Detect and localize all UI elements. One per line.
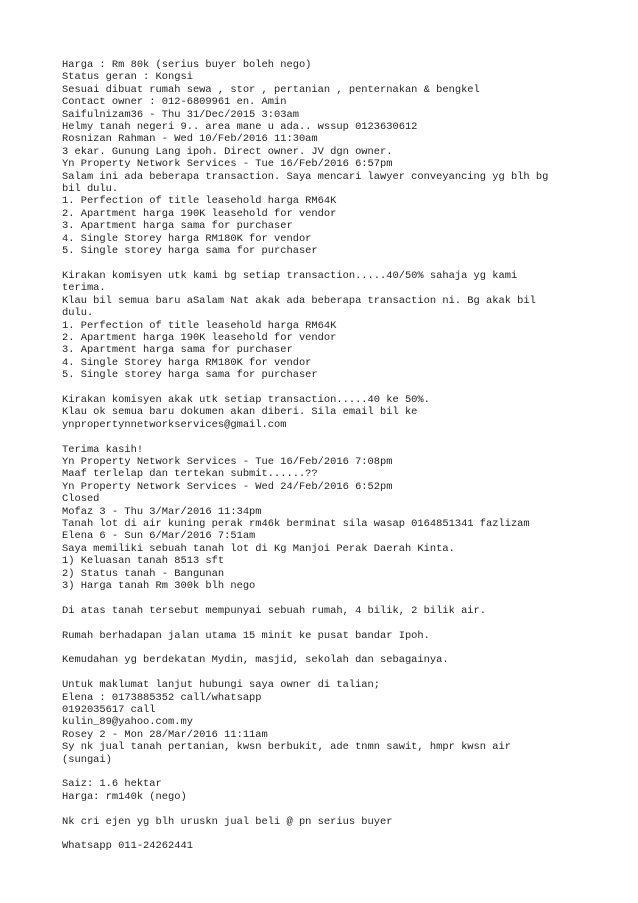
text-line: Di atas tanah tersebut mempunyai sebuah rumah, 4 bilik, 2 bilik air. (62, 604, 487, 617)
text-line: Yn Property Network Services - Tue 16/Feb/2016 6:57pm (62, 158, 393, 171)
text-line: ynpropertynnetworkservices@gmail.com (62, 418, 287, 431)
text-line: Saya memiliki sebuah tanah lot di Kg Manjoi Perak Daerah Kinta. (62, 542, 455, 555)
blank-line (62, 258, 582, 270)
text-line: Closed (62, 493, 100, 506)
text-line: Nk cri ejen yg blh uruskn jual beli @ pn serius buyer (62, 815, 393, 828)
text-line: Tanah lot di air kuning perak rm46k berminat sila wasap 0164851341 fazlizam (62, 517, 530, 530)
blank-line (62, 431, 582, 443)
text-line: Kirakan komisyen utk kami bg setiap transaction.....40/50% sahaja yg kami (62, 269, 518, 282)
text-line: Mofaz 3 - Thu 3/Mar/2016 11:34pm (62, 505, 262, 518)
text-line: 3 ekar. Gunung Lang ipoh. Direct owner. JV dgn owner. (62, 145, 393, 158)
text-line: 4. Single Storey harga RM180K for vendor (62, 356, 312, 369)
text-line: Yn Property Network Services - Wed 24/Feb/2016 6:52pm (62, 480, 393, 493)
text-line: Terima kasih! (62, 443, 144, 456)
text-line: kulin_89@yahoo.com.my (62, 716, 193, 729)
text-line: Klau ok semua baru dokumen akan diberi. Sila email bil ke (62, 406, 418, 419)
text-line: 3. Apartment harga sama for purchaser (62, 220, 293, 233)
blank-line (62, 667, 582, 679)
text-line: Helmy tanah negeri 9.. area mane u ada.. wssup 0123630612 (62, 121, 418, 134)
text-line: Status geran : Kongsi (62, 71, 193, 84)
blank-line (62, 592, 582, 604)
text-line: Harga : Rm 80k (serius buyer boleh nego) (62, 59, 312, 71)
text-line: Yn Property Network Services - Tue 16/Feb/2016 7:08pm (62, 455, 393, 468)
text-line: dulu. (62, 307, 94, 320)
text-line: Rumah berhadapan jalan utama 15 minit ke pusat bandar Ipoh. (62, 629, 430, 642)
text-line: 1. Perfection of title leasehold harga RM64K (62, 319, 337, 332)
text-line: Elena : 0173885352 call/whatsapp (62, 691, 262, 704)
text-line: 1) Keluasan tanah 8513 sft (62, 555, 225, 568)
text-line: Kemudahan yg berdekatan Mydin, masjid, sekolah dan sebagainya. (62, 654, 449, 667)
text-line: Harga: rm140k (nego) (62, 790, 187, 803)
text-line: (sungai) (62, 753, 112, 766)
text-line: 4. Single Storey harga RM180K for vendor (62, 232, 312, 245)
blank-line (62, 828, 582, 840)
text-line: terima. (62, 282, 106, 295)
text-line: Maaf terlelap dan tertekan submit......?? (62, 468, 318, 481)
text-line: Whatsapp 011-24262441 (62, 840, 193, 853)
text-line: Klau bil semua baru aSalam Nat akak ada beberapa transaction ni. Bg akak bil (62, 294, 536, 307)
text-line: Saiz: 1.6 hektar (62, 778, 162, 791)
text-line: Elena 6 - Sun 6/Mar/2016 7:51am (62, 530, 256, 543)
text-line: 2) Status tanah - Bangunan (62, 567, 225, 580)
blank-line (62, 642, 582, 654)
text-line: 3) Harga tanah Rm 300k blh nego (62, 580, 256, 593)
text-line: Rosey 2 - Mon 28/Mar/2016 11:11am (62, 728, 268, 741)
text-line: bil dulu. (62, 183, 119, 196)
text-line: 0192035617 call (62, 704, 156, 717)
text-line: 2. Apartment harga 190K leasehold for vendor (62, 331, 337, 344)
text-line: Salam ini ada beberapa transaction. Saya mencari lawyer conveyancing yg blh bg (62, 170, 549, 183)
text-line: 2. Apartment harga 190K leasehold for vendor (62, 207, 337, 220)
blank-line (62, 617, 582, 629)
text-line: 3. Apartment harga sama for purchaser (62, 344, 293, 357)
text-line: 5. Single storey harga sama for purchaser (62, 369, 318, 382)
text-line: Contact owner : 012-6809961 en. Amin (62, 96, 287, 109)
blank-line (62, 803, 582, 815)
text-line: Sesuai dibuat rumah sewa , stor , pertanian , penternakan & bengkel (62, 83, 480, 96)
blank-line (62, 766, 582, 778)
blank-line (62, 382, 582, 394)
text-line: Rosnizan Rahman - Wed 10/Feb/2016 11:30am (62, 133, 318, 146)
text-line: Sy nk jual tanah pertanian, kwsn berbukit, ade tnmn sawit, hmpr kwsn air (62, 741, 511, 754)
text-line: Untuk maklumat lanjut hubungi saya owner di talian; (62, 679, 381, 692)
text-line: Saifulnizam36 - Thu 31/Dec/2015 3:03am (62, 108, 299, 121)
text-line: 1. Perfection of title leasehold harga RM64K (62, 195, 337, 208)
document-page (62, 59, 582, 853)
text-line: 5. Single storey harga sama for purchaser (62, 245, 318, 258)
text-line: Kirakan komisyen akak utk setiap transaction.....40 ke 50%. (62, 393, 430, 406)
